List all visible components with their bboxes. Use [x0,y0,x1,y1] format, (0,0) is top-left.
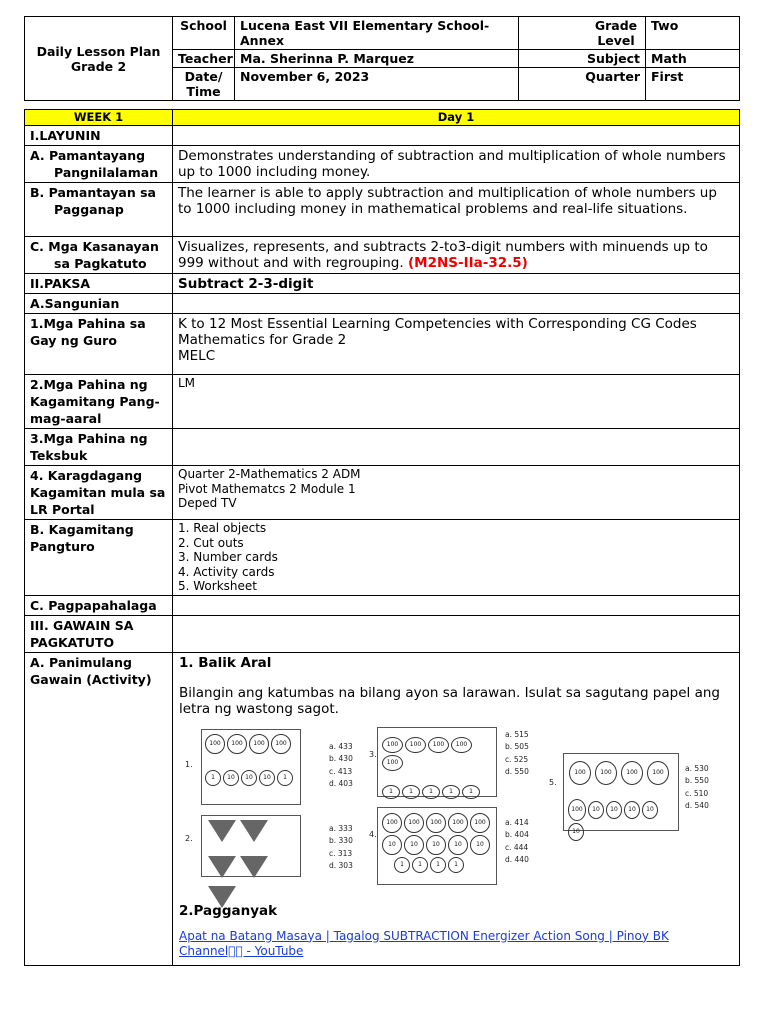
paksa-label: II.PAKSA [25,274,173,294]
pangturo-list [173,520,740,596]
list-item: 2. Cut outs [178,535,244,550]
pagpapahalaga-label: C. Pagpapahalaga [25,595,173,615]
item-1-options: a. 433 b. 430 c. 413 d. 403 [329,741,353,788]
item-3-options: a. 515 b. 505 c. 525 d. 550 [505,729,529,776]
pahina-mag-label: 2.Mga Pahina ng Kagamitang Pang-mag-aaral [25,375,173,429]
quarter-label: Quarter [519,68,646,101]
list-item: 3. Number cards [178,550,278,564]
layunin-label: I.LAYUNIN [25,126,173,146]
teacher-value: Ma. Sherinna P. Marquez [235,50,519,68]
worksheet-item-2: 2. a. 333 b. 330 c. 313 d. 303 [181,815,359,885]
mango-group: 100 100 100 100100 1 1 1 1 1 [377,727,497,797]
worksheet-image [179,725,733,895]
panimulang-content [173,652,740,965]
item-2-options: a. 333 b. 330 c. 313 d. 303 [329,823,353,870]
list-item: 5. Worksheet [178,579,257,593]
karagdagang-label: 4. Karagdagang Kagamitan mula sa LR Portal [25,466,173,520]
panimulang-label: A. Panimulang Gawain (Activity) [25,652,173,965]
pagganyak-heading: 2.Pagganyak [179,902,278,919]
kasanayan-text: Visualizes, represents, and subtracts 2-to3-digit numbers with minuends up to 999 without and with regrouping. (M2NS-IIa-32.5) [173,237,740,274]
paksa-text: Subtract 2-3-digit [173,274,740,294]
plan-title [25,17,173,101]
subject-value: Math [646,50,740,68]
youtube-link-text[interactable]: Apat na Batang Masaya | Tagalog SUBTRACTION Energizer Action Song | Pinoy BK Channel   - YouTube [179,928,669,958]
lesson-body-table [24,109,740,966]
grade-value: Two [646,17,740,50]
layunin-value [173,126,740,146]
lesson-plan [24,16,739,966]
pamantayang-text: Demonstrates understanding of subtraction and multiplication of whole numbers up to 1000 including money. [173,146,740,183]
school-label: School [173,17,235,50]
pear-group: 100 100 100 100 100 10 10 10 1010 [563,753,679,831]
pamantayang-label: A. Pamantayang Pangnilalaman [25,146,173,183]
worksheet-item-4: 4. 100 100 100 100 100 10 10 10 10 10 1 1 1 1 a. 414 b. 404 c. 444 d. 440 [365,807,539,887]
teksbuk-value [173,429,740,466]
pangturo-label: B. Kagamitang Pangturo [25,520,173,596]
watermelon-group [201,815,301,877]
pagganap-label: B. Pamantayan sa Pagganap [25,183,173,237]
pahina-mag-text: LM [173,375,740,429]
apple-group: 100 100 100 100 100 10 10 10 10 10 1 1 1 1 [377,807,497,885]
lesson-plan-table [24,16,740,101]
worksheet-item-5: 5. 100 100 100 100 100 10 10 10 1010 a. 530 b. 550 c. 510 d. 540 [545,749,721,839]
item-4-options: a. 414 b. 404 c. 444 d. 440 [505,817,529,864]
pahina-guro-label: 1.Mga Pahina sa Gay ng Guro [25,314,173,375]
worksheet-item-3: 3. 100 100 100 100100 1 1 1 1 1 a. 515 b. 505 c. 525 d. 550 [365,725,539,799]
grade-label: Grade Level [519,17,646,50]
pagpapahalaga-value [173,595,740,615]
list-item: 4. Activity cards [178,564,275,579]
karagdagang-text: Quarter 2-Mathematics 2 ADM Pivot Mathematcs 2 Module 1 Deped TV [173,466,740,520]
list-item: 1. Real objects [178,521,267,535]
pineapple-group: 100 100 100 100 1 10 10 10 1 [201,729,301,805]
balik-aral-heading: 1. Balik Aral [179,654,272,671]
teacher-label: Teacher [173,50,235,68]
gawain-value [173,615,740,652]
date-value: November 6, 2023 [235,68,519,101]
quarter-value: First [646,68,740,101]
subject-label: Subject [519,50,646,68]
school-value: Lucena East VII Elementary School-Annex [235,17,519,50]
instruction-text: Bilangin ang katumbas na bilang ayon sa larawan. Isulat sa sagutang papel ang letra ng wastong sagot. [179,684,720,717]
date-label: Date/ Time [173,68,235,101]
competency-code: (M2NS-IIa-32.5) [407,255,528,271]
item-5-options: a. 530 b. 550 c. 510 d. 540 [685,763,709,810]
plan-title-text: Daily Lesson Plan Grade 2 [36,43,161,74]
gawain-label: III. GAWAIN SA PAGKATUTO [25,615,173,652]
teksbuk-label: 3.Mga Pahina ng Teksbuk [25,429,173,466]
worksheet-item-1: 1. 100 100 100 100 1 10 10 10 1 a. 433 b. 430 c. 413 d. 403 [181,725,359,809]
day-label: Day 1 [173,110,740,126]
sangunian-label: A.Sangunian [25,294,173,314]
week-label: WEEK 1 [25,110,173,126]
pagganap-text: The learner is able to apply subtraction and multiplication of whole numbers up to 1000 including money in mathematical problems and real-life situations. [173,183,740,237]
youtube-link[interactable] [179,929,733,959]
pahina-guro-text: K to 12 Most Essential Learning Competencies with Corresponding CG Codes Mathematics for Grade 2 MELC [173,314,740,375]
kasanayan-label: C. Mga Kasanayan sa Pagkatuto [25,237,173,274]
sangunian-value [173,294,740,314]
